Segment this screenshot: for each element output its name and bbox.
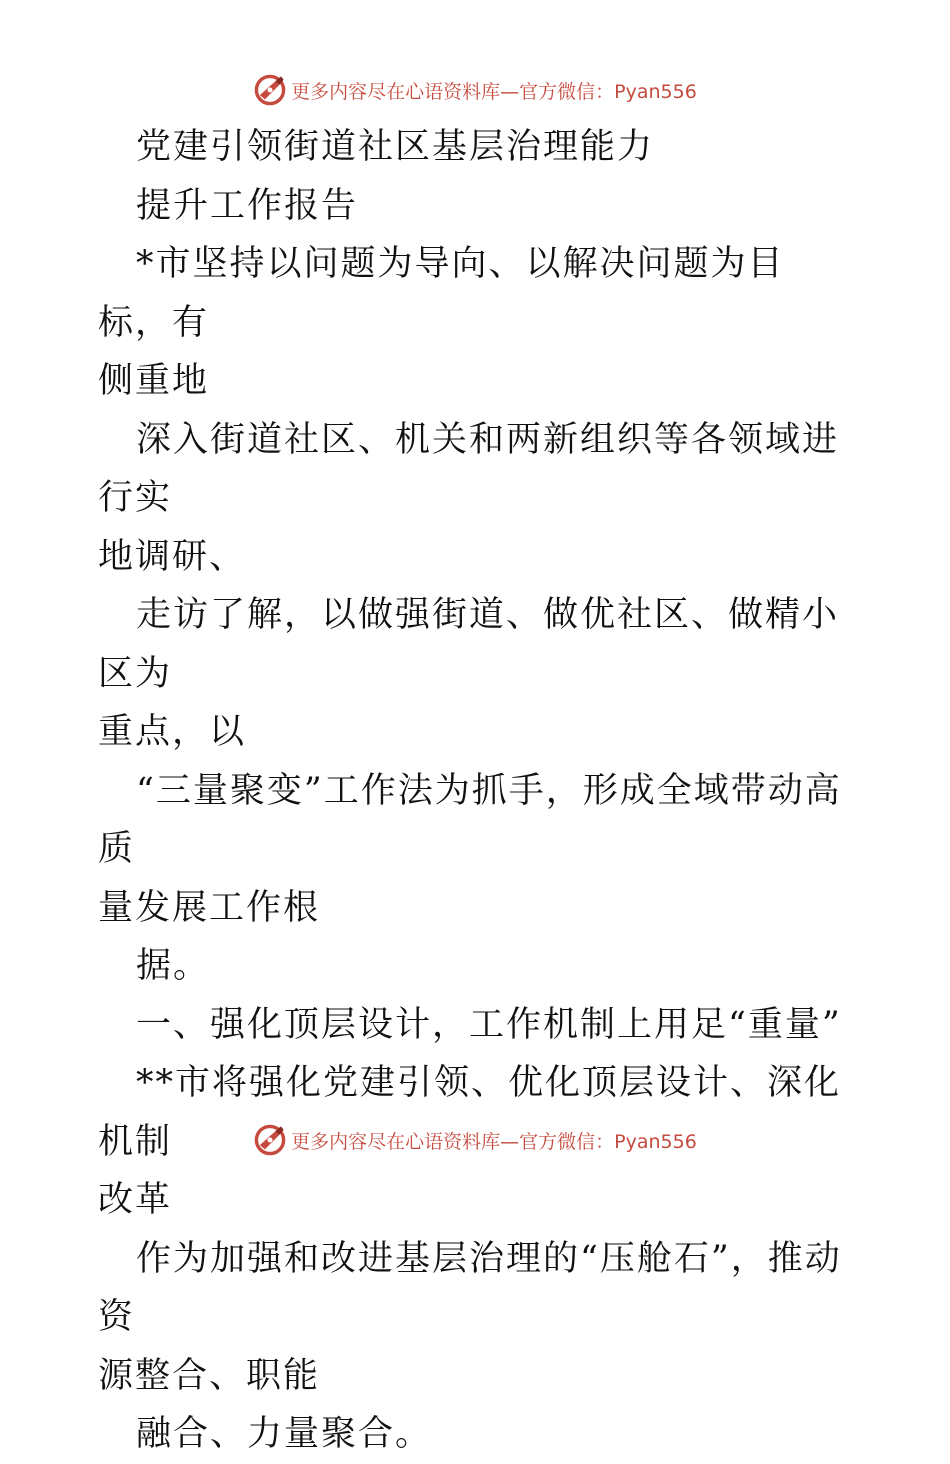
text-line: 改革 bbox=[98, 1180, 173, 1220]
text-line: 作为加强和改进基层治理的“压舱石”，推动资 bbox=[98, 1238, 842, 1337]
header-banner-text: 更多内容尽在心语资料库—官方微信：Pyan556 bbox=[291, 80, 697, 103]
text-line: *市坚持以问题为导向、以解决问题为目标，有 bbox=[98, 244, 785, 343]
footer-banner bbox=[0, 1120, 950, 1160]
paragraph bbox=[98, 177, 858, 236]
text-line: “三量聚变”工作法为抓手，形成全域带动高质 bbox=[98, 770, 842, 869]
text-line: 党建引领街道社区基层治理能力 bbox=[136, 127, 655, 167]
paragraph bbox=[98, 937, 858, 996]
text-line: 融合、力量聚合。 bbox=[136, 1414, 433, 1454]
paragraph bbox=[98, 411, 858, 587]
text-line: 侧重地 bbox=[98, 361, 210, 401]
text-line: 走访了解，以做强街道、做优社区、做精小区为 bbox=[98, 595, 840, 694]
paragraph bbox=[98, 1230, 858, 1406]
section-heading bbox=[98, 996, 858, 1055]
paragraph bbox=[98, 586, 858, 762]
header-banner bbox=[0, 70, 950, 110]
text-line: 重点，以 bbox=[98, 712, 247, 752]
text-line: 一、强化顶层设计，工作机制上用足“重量” bbox=[136, 1004, 842, 1045]
paragraph bbox=[98, 235, 858, 411]
paragraph bbox=[98, 118, 858, 177]
footer-banner-text: 更多内容尽在心语资料库—官方微信：Pyan556 bbox=[291, 1130, 697, 1153]
text-line: 量发展工作根 bbox=[98, 887, 321, 928]
pen-seal-logo-icon bbox=[253, 73, 287, 107]
text-line: 据。 bbox=[136, 946, 211, 986]
paragraph bbox=[98, 762, 858, 938]
paragraph bbox=[98, 1405, 858, 1464]
text-line: **市将强化党建引领、优化顶层设计、深化机制 bbox=[98, 1063, 842, 1162]
text-line: 提升工作报告 bbox=[136, 185, 359, 226]
text-line: 深入街道社区、机关和两新组织等各领域进行实 bbox=[98, 419, 840, 518]
pen-seal-logo-icon bbox=[253, 1123, 287, 1157]
text-line: 地调研、 bbox=[98, 536, 247, 577]
document-body bbox=[98, 118, 858, 1464]
text-line: 源整合、职能 bbox=[98, 1355, 321, 1396]
